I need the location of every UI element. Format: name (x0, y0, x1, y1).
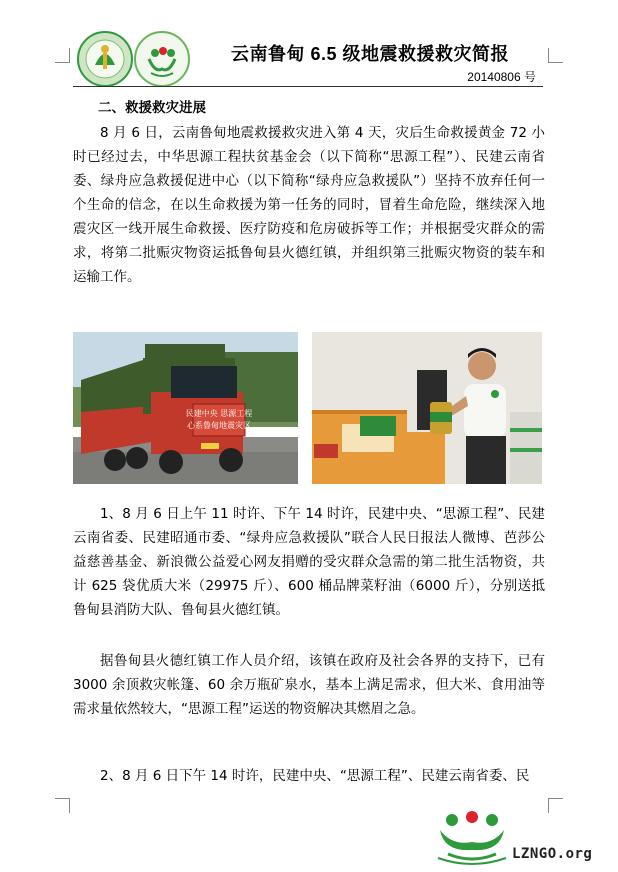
crop-mark-bottom-left (55, 798, 70, 813)
siyuan-logo (78, 32, 132, 86)
issue-number: 20140806 号 (467, 70, 536, 84)
lvzhou-logo (135, 32, 189, 86)
header-divider (73, 86, 543, 87)
lzngo-logo (430, 808, 515, 866)
page-title: 云南鲁甸 6.5 级地震救援救灾简报 (230, 44, 510, 64)
section-heading: 二、救援救灾进展 (98, 100, 206, 116)
truck-banner-line1: 民建中央 思源工程 (185, 409, 253, 418)
truck-photo (73, 332, 298, 484)
crop-mark-top-left (55, 48, 70, 63)
supplies-photo (312, 332, 542, 484)
crop-mark-top-right (548, 48, 563, 63)
truck-banner-line2: 心系鲁甸地震灾区 (187, 421, 251, 430)
crop-mark-bottom-right (548, 798, 563, 813)
paragraph-delivery: 1、8 月 6 日上午 11 时许、下午 14 时许，民建中央、“思源工程”、民建云南省委、民建昭通市委、“绿舟应急救援队”联合人民日报法人微博、芭莎公益慈善基金、新浪微公益爱心网友捐赠的受灾群众急需的第二批生活物资，共计 625 袋优质大米（29975 斤）、600 桶品牌菜籽油（6000 斤），分别送抵鲁甸县消防大队、鲁甸县火德红镇。 (73, 506, 545, 618)
paragraph-progress: 8 月 6 日，云南鲁甸地震救援救灾进入第 4 天，灾后生命救援黄金 72 小时已经过去，中华思源工程扶贫基金会（以下简称“思源工程”）、民建云南省委、绿舟应急救援促进中心（以下简称“绿舟应急救援队”）坚持不放弃任何一个生命的信念，在以生命救援为第一任务的同时，冒着生命危险，继续深入地震灾区一线开展生命救援、医疗防疫和危房破拆等工作；并根据受灾群众的需求，将第二批赈灾物资运抵鲁甸县火德红镇，并组织第三批赈灾物资的装车和运输工作。 (73, 125, 545, 285)
paragraph-town-report: 据鲁甸县火德红镇工作人员介绍，该镇在政府及社会各界的支持下，已有 3000 余顶救灾帐篷、60 余万瓶矿泉水，基本上满足需求，但大米、食用油等需求量依然较大，“思源工程”运送的物资解决其燃眉之急。 (73, 653, 545, 717)
footer-site-name: LZNGO.org (512, 846, 593, 862)
header-logos (77, 29, 195, 89)
paragraph-continued: 2、8 月 6 日下午 14 时许，民建中央、“思源工程”、民建云南省委、民 (100, 768, 530, 784)
